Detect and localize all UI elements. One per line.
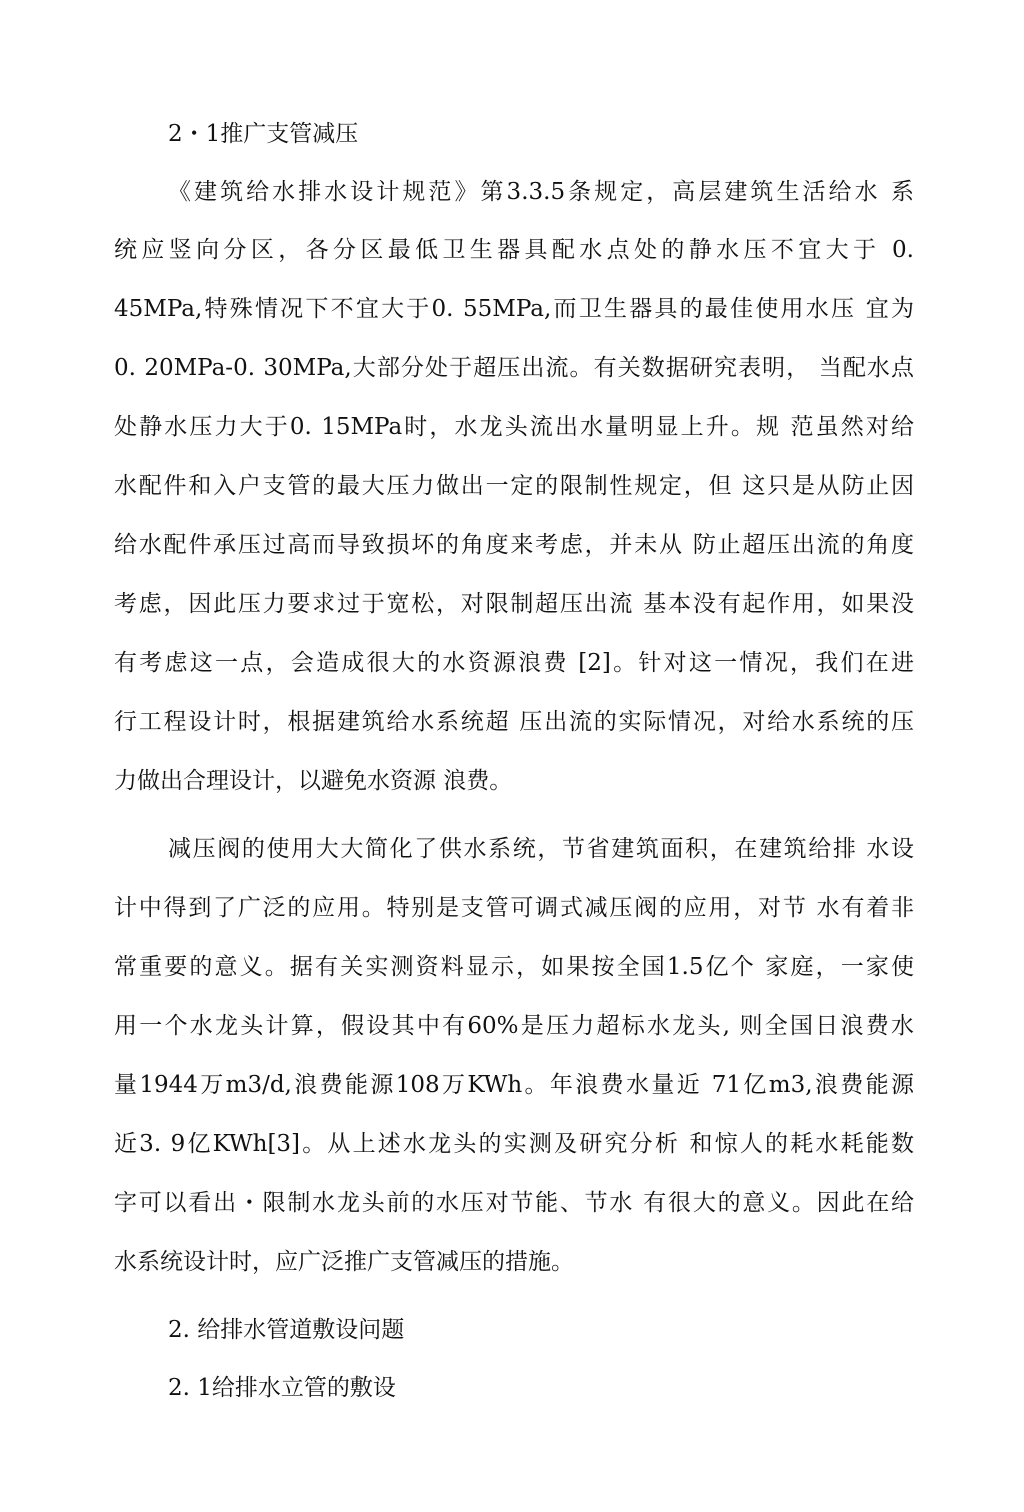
para1-line-6: 水配件和入户支管的最大压力做出一定的限制性规定，但 这只是从防止因 <box>114 473 914 499</box>
para1-line-7: 给水配件承压过高而导致损坏的角度来考虑，并未从 防止超压出流的角度 <box>114 532 914 558</box>
para1-line-3: 45MPa,特殊情况下不宜大于0. 55MPa,而卫生器具的最佳使用水压 宜为 <box>114 296 914 322</box>
para2-line-3: 常重要的意义。据有关实测资料显示，如果按全国1.5亿个 家庭，一家使 <box>114 954 914 980</box>
para2-line-4: 用一个水龙头计算，假设其中有60%是压力超标水龙头, 则全国日浪费水 <box>114 1013 914 1039</box>
para2-line-6: 近3. 9亿KWh[3]。从上述水龙头的实测及研究分析 和惊人的耗水耗能数 <box>114 1131 914 1157</box>
para1-line-9: 有考虑这一点，会造成很大的水资源浪费 [2]。针对这一情况，我们在进 <box>114 650 914 676</box>
para1-line-2: 统应竖向分区，各分区最低卫生器具配水点处的静水压不宜大于 0. <box>114 237 914 263</box>
para1-line-8: 考虑，因此压力要求过于宽松，对限制超压出流 基本没有起作用，如果没 <box>114 591 914 617</box>
section-heading-2-1b: 2. 1给排水立管的敷设 <box>168 1375 396 1401</box>
para1-line-11: 力做出合理设计，以避免水资源 浪费。 <box>114 768 513 794</box>
para2-line-1: 减压阀的使用大大简化了供水系统，节省建筑面积，在建筑给排 水设 <box>168 836 914 862</box>
para1-line-5: 处静水压力大于0. 15MPa时，水龙头流出水量明显上升。规 范虽然对给 <box>114 414 914 440</box>
section-heading-2: 2. 给排水管道敷设问题 <box>168 1317 405 1343</box>
para2-line-7: 字可以看出・限制水龙头前的水压对节能、节水 有很大的意义。因此在给 <box>114 1190 914 1216</box>
section-heading-2-1: 2・1推广支管减压 <box>168 121 359 147</box>
para2-line-2: 计中得到了广泛的应用。特别是支管可调式减压阀的应用，对节 水有着非 <box>114 895 914 921</box>
para1-line-10: 行工程设计时，根据建筑给水系统超 压出流的实际情况，对给水系统的压 <box>114 709 914 735</box>
para2-line-5: 量1944万m3/d,浪费能源108万KWh。年浪费水量近 71亿m3,浪费能源 <box>114 1072 914 1098</box>
para2-line-8: 水系统设计时，应广泛推广支管减压的措施。 <box>114 1249 574 1275</box>
para1-line-1: 《建筑给水排水设计规范》第3.3.5条规定，高层建筑生活给水 系 <box>168 179 914 205</box>
para1-line-4: 0. 20MPa-0. 30MPa,大部分处于超压出流。有关数据研究表明， 当配水点 <box>114 355 914 381</box>
